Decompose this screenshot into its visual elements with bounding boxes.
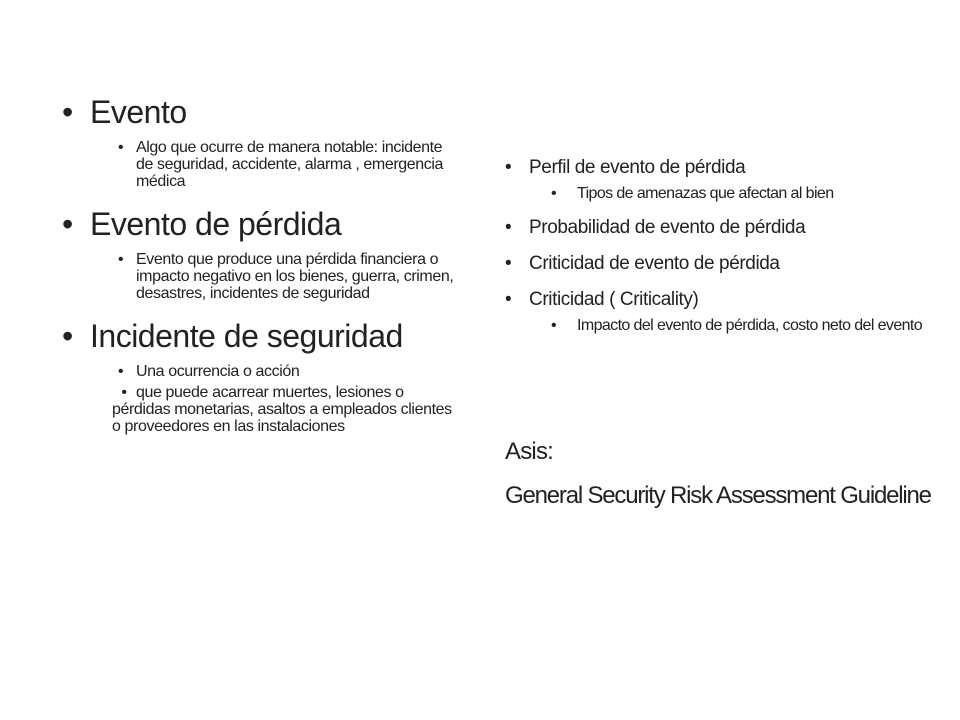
incidente-definition: • Una ocurrencia o acción [112, 363, 462, 380]
definitions-column [62, 94, 462, 451]
incidente-details [112, 363, 462, 435]
concept-perfil-sub: • Tipos de amenazas que afectan al bien [505, 184, 955, 203]
incidente-consequences: que puede acarrear muertes, lesiones o pérdidas monetarias, asaltos a empleados clientes o proveedores en las instalaciones [112, 384, 452, 435]
concept-perfil: • Perfil de evento de pérdida [505, 157, 955, 179]
evento-de-perdida-details [112, 251, 462, 302]
incidente-nested-item [112, 384, 462, 435]
evento-details [112, 139, 462, 190]
evento-de-perdida-definition: • Evento que produce una pérdida financiera o impacto negativo en los bienes, guerra, crimen, desastres, incidentes de seguridad [112, 251, 462, 302]
source-label: Asis: [505, 438, 554, 465]
concepts-column [505, 157, 955, 349]
heading-evento-de-perdida: • Evento de pérdida [62, 206, 462, 242]
source-title: General Security Risk Assessment Guideline [505, 482, 931, 509]
concept-criticidad: • Criticidad ( Criticality) [505, 289, 955, 311]
evento-definition: • Algo que ocurre de manera notable: incidente de seguridad, accidente, alarma , emergencia médica [112, 139, 462, 190]
concept-criticidad-evento: • Criticidad de evento de pérdida [505, 253, 955, 275]
concept-criticidad-sub: • Impacto del evento de pérdida, costo neto del evento [505, 316, 955, 335]
heading-incidente-de-seguridad: • Incidente de seguridad [62, 318, 462, 354]
concept-probabilidad: • Probabilidad de evento de pérdida [505, 217, 955, 239]
nested-bullet: • [121, 384, 127, 401]
heading-evento: • Evento [62, 94, 462, 130]
